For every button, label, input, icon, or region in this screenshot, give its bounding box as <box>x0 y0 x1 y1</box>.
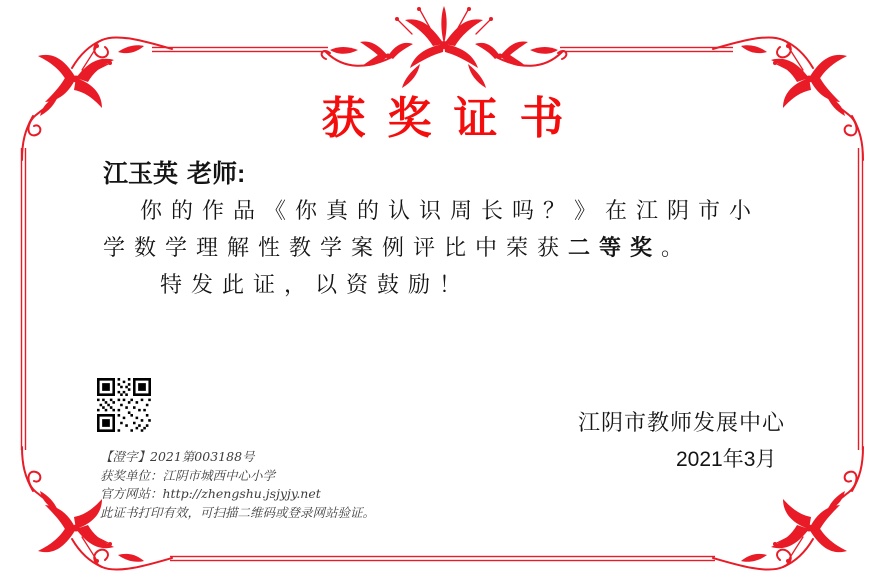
body-line-1: 你的作品《你真的认识周长吗？》在江阴市小 <box>140 198 761 223</box>
awarding-school: 获奖单位：江阴市城西中心小学 <box>100 467 276 483</box>
body-line-2-text: 学数学理解性教学案例评比中荣获 <box>103 235 569 260</box>
body-line-3: 特发此证，以资鼓励！ <box>160 272 471 297</box>
footer-block <box>100 448 430 522</box>
recipient-honorific: 老师: <box>187 160 246 188</box>
award-level: 二等奖 <box>568 235 662 260</box>
issue-date: 2021年3月 <box>676 448 777 471</box>
salutation <box>103 154 245 190</box>
official-website: 官方网站：http://zhengshu.jsjyjy.net <box>100 486 321 501</box>
certificate-serial: 【澄字】2021第003188号 <box>100 449 255 464</box>
issuer-name: 江阴市教师发展中心 <box>578 410 786 435</box>
certificate-title: 获奖证书 <box>321 94 586 143</box>
body-line-2 <box>103 231 692 262</box>
verification-note: 此证书打印有效，可扫描二维码或登录网站验证。 <box>100 504 376 520</box>
body-line-2-period: 。 <box>661 235 693 260</box>
qr-code <box>97 378 151 432</box>
recipient-name: 江玉英 <box>103 160 179 188</box>
